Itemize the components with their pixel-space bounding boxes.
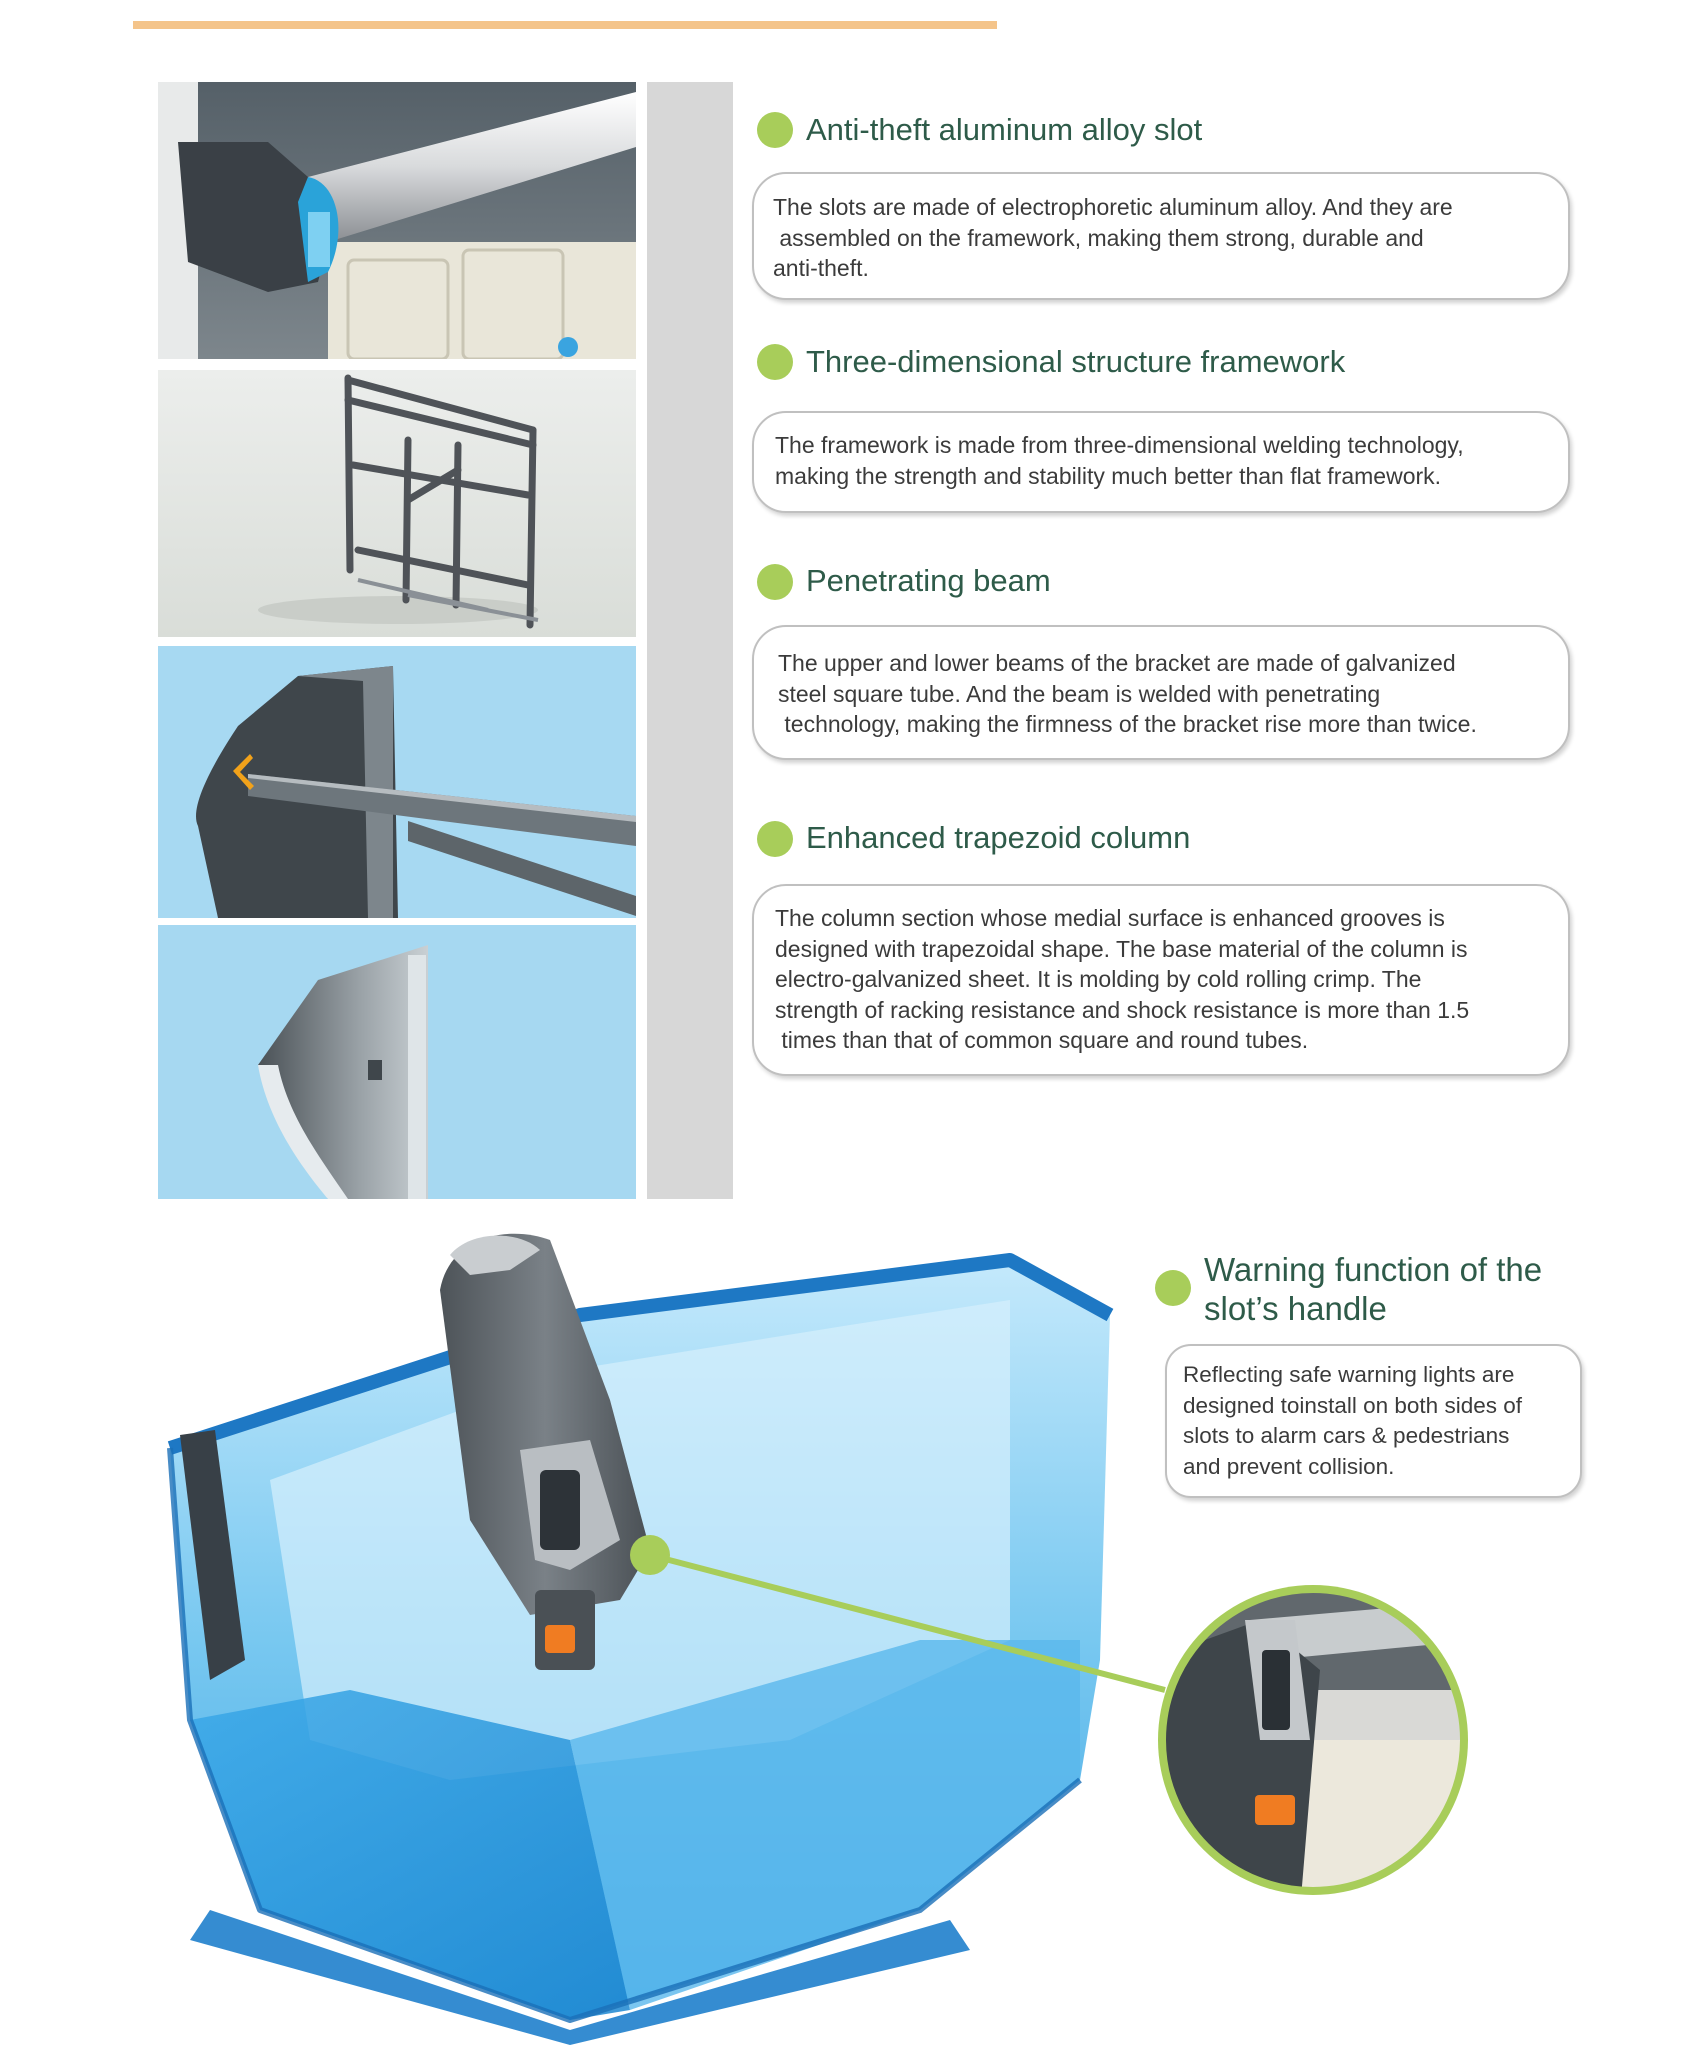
bullet-icon [1155, 1270, 1191, 1306]
warning-title: Warning function of the slot’s handle [1204, 1251, 1543, 1327]
welded-framework-photo [158, 370, 636, 637]
side-strip [647, 82, 733, 1199]
trapezoid-column-photo [158, 925, 636, 1199]
feature-title: Anti-theft aluminum alloy slot [806, 112, 1203, 147]
feature-description: The slots are made of electrophoretic aluminum alloy. And they are assembled on the framework, making them strong, durable and anti-theft. [773, 194, 1453, 281]
feature-title: Three-dimensional structure framework [806, 344, 1346, 379]
feature-description: The framework is made from three-dimensional welding technology, making the strength and stability much better than flat framework. [775, 432, 1464, 489]
bullet-icon [757, 112, 793, 148]
top-accent-bar [133, 21, 997, 29]
penetrating-beam-photo [158, 646, 636, 918]
feature-title: Enhanced trapezoid column [806, 820, 1191, 855]
bullet-icon [757, 344, 793, 380]
feature-title: Penetrating beam [806, 563, 1051, 598]
bullet-icon [757, 821, 793, 857]
bullet-icon [757, 564, 793, 600]
aluminum-slot-photo [158, 82, 636, 359]
feature-description: The column section whose medial surface is enhanced grooves is designed with trapezoidal shape. The base material of the column is electro-galvanized sheet. It is molding by cold rolling crimp. The strength of racking resistance and shock resistance is more than 1.5 times than that of common square and round tubes. [775, 905, 1470, 1053]
warning-description: Reflecting safe warning lights are designed toinstall on both sides of slots to alarm cars & pedestrians and prevent collision. [1183, 1362, 1522, 1479]
feature-description: The upper and lower beams of the bracket are made of galvanized steel square tube. And the beam is welded with penetrating technology, making the firmness of the bracket rise more than twice. [778, 650, 1477, 737]
